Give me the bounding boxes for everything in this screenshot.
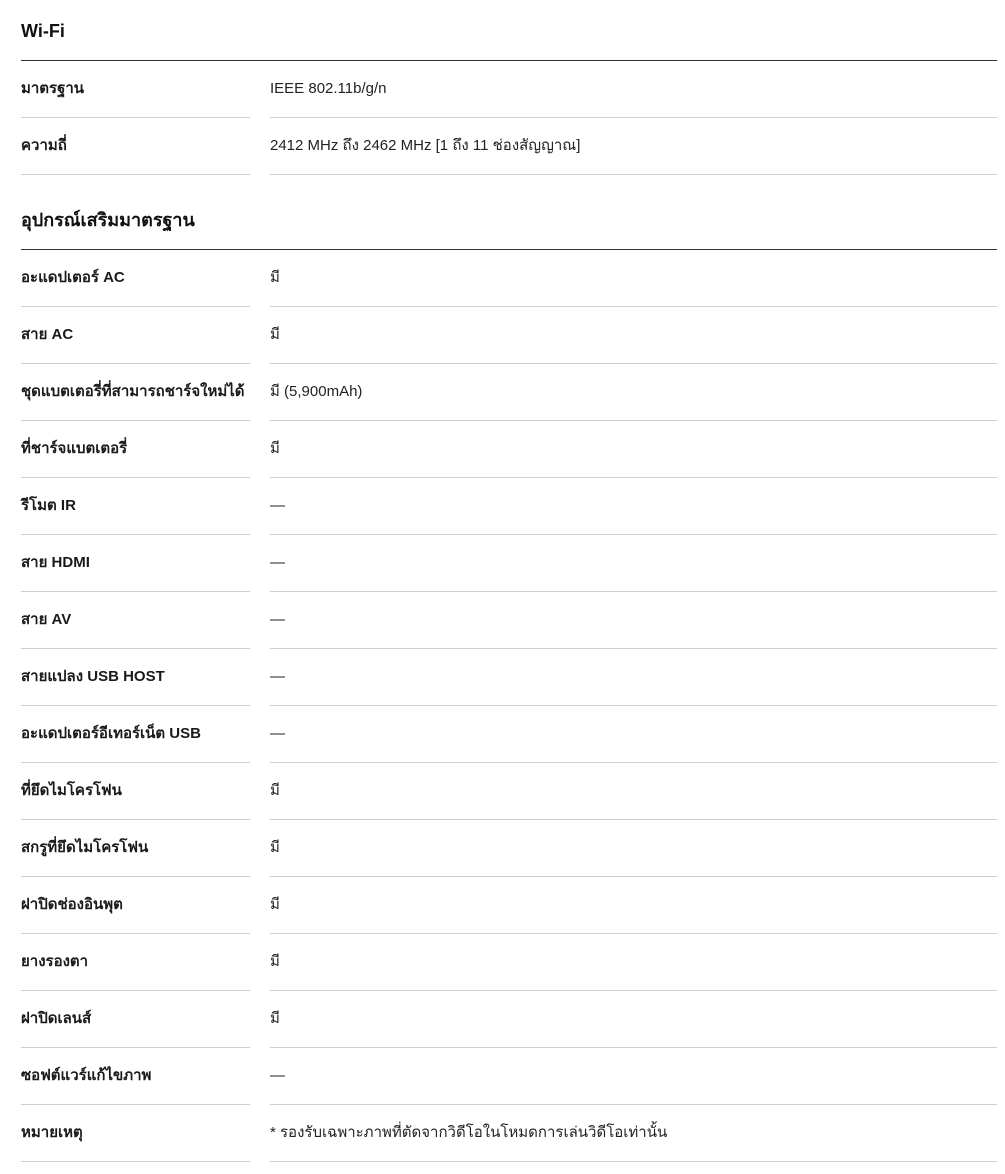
spec-label: ที่ชาร์จแบตเตอรี่ [21, 440, 128, 457]
spec-row-microphone-holder [0, 763, 1005, 820]
spec-value: — [270, 497, 285, 514]
spec-value: — [270, 554, 285, 571]
spec-value: มี [270, 326, 280, 343]
spec-label: สายแปลง USB HOST [21, 668, 165, 685]
spec-row-ac-cable [0, 307, 1005, 364]
spec-label: สาย HDMI [21, 554, 90, 571]
spec-label: หมายเหตุ [21, 1124, 83, 1141]
spec-value: มี [270, 782, 280, 799]
spec-label: ฝาปิดช่องอินพุต [21, 896, 123, 913]
spec-row-editing-software [0, 1048, 1005, 1105]
spec-label: มาตรฐาน [21, 80, 85, 97]
spec-value: * รองรับเฉพาะภาพที่ตัดจากวิดีโอในโหมดการเล่นวิดีโอเท่านั้น [270, 1124, 668, 1141]
spec-value: มี [270, 269, 280, 286]
spec-label: รีโมต IR [21, 497, 76, 514]
spec-row-input-cover [0, 877, 1005, 934]
spec-row-eyecup [0, 934, 1005, 991]
spec-row-battery-charger [0, 421, 1005, 478]
spec-value: 2412 MHz ถึง 2462 MHz [1 ถึง 11 ช่องสัญญาณ] [270, 137, 581, 154]
spec-row-usb-host-adapter [0, 649, 1005, 706]
spec-value: มี [270, 440, 280, 457]
row-divider [270, 174, 997, 175]
spec-row-ir-remote [0, 478, 1005, 535]
spec-label: ซอฟต์แวร์แก้ไขภาพ [21, 1067, 152, 1084]
spec-label: อะแดปเตอร์อีเทอร์เน็ต USB [21, 725, 201, 742]
spec-value: — [270, 668, 285, 685]
row-divider [270, 1161, 997, 1162]
spec-value: มี [270, 953, 280, 970]
spec-value: มี [270, 839, 280, 856]
spec-row-standard [0, 61, 1005, 118]
spec-row-usb-ethernet-adapter [0, 706, 1005, 763]
spec-label: สกรูที่ยึดไมโครโฟน [21, 839, 149, 856]
row-divider [21, 1161, 250, 1162]
spec-label: ยางรองตา [21, 953, 89, 970]
spec-value: มี [270, 896, 280, 913]
spec-label: สาย AC [21, 326, 74, 343]
spec-value: — [270, 1067, 285, 1084]
spec-row-microphone-holder-screw [0, 820, 1005, 877]
spec-label: ฝาปิดเลนส์ [21, 1010, 92, 1027]
spec-value: IEEE 802.11b/g/n [270, 80, 387, 97]
spec-label: สาย AV [21, 611, 72, 628]
spec-row-av-cable [0, 592, 1005, 649]
spec-label: ความถี่ [21, 137, 67, 154]
spec-row-hdmi-cable [0, 535, 1005, 592]
spec-value: มี [270, 1010, 280, 1027]
spec-label: ชุดแบตเตอรี่ที่สามารถชาร์จใหม่ได้ [21, 383, 245, 400]
spec-row-battery-pack [0, 364, 1005, 421]
spec-value: — [270, 725, 285, 742]
section-title-standard-accessories: อุปกรณ์เสริมมาตรฐาน [21, 210, 195, 230]
section-title-wifi: Wi-Fi [21, 21, 65, 41]
spec-row-note [0, 1105, 1005, 1162]
spec-row-lens-cap [0, 991, 1005, 1048]
spec-row-ac-adapter [0, 250, 1005, 307]
row-divider [21, 174, 250, 175]
spec-value: มี (5,900mAh) [270, 383, 363, 400]
spec-label: อะแดปเตอร์ AC [21, 269, 125, 286]
spec-row-frequency [0, 118, 1005, 175]
spec-value: — [270, 611, 285, 628]
spec-label: ที่ยึดไมโครโฟน [21, 782, 122, 799]
